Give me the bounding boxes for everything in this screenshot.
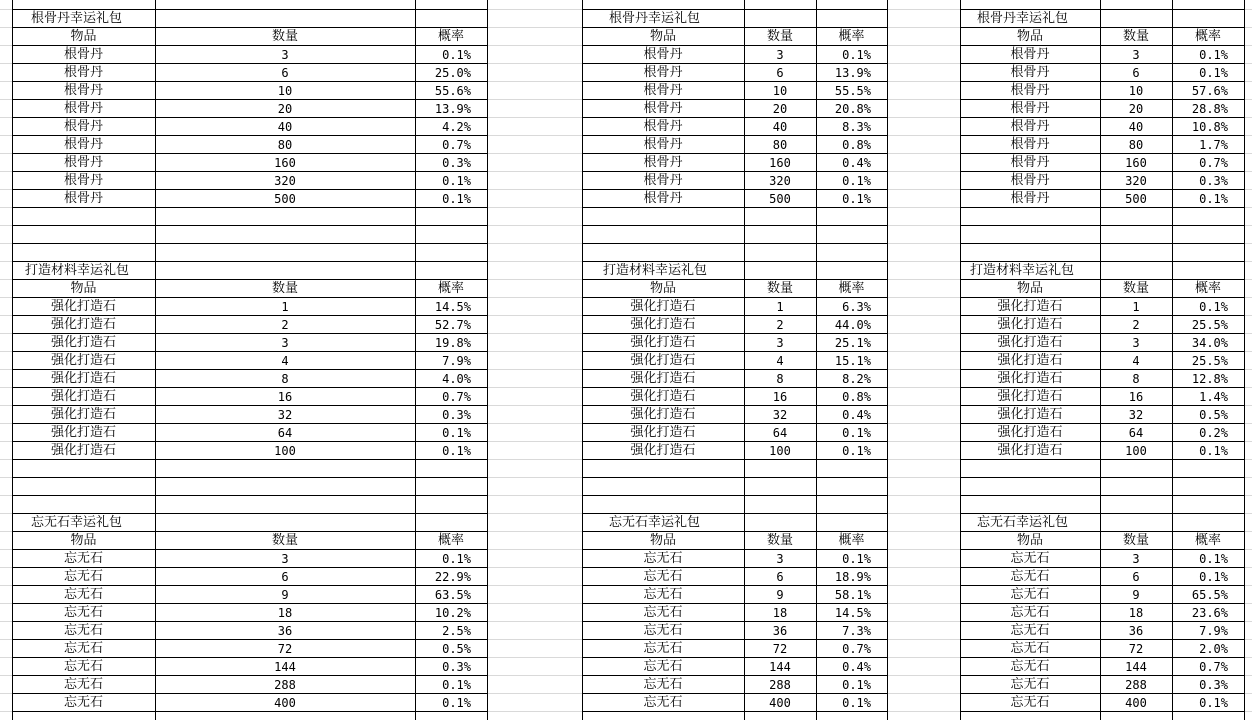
cell-quantity[interactable]: 3: [776, 552, 784, 566]
cell-probability[interactable]: 10.8%: [1191, 120, 1228, 134]
cell-probability[interactable]: 57.6%: [1191, 84, 1228, 98]
cell-quantity[interactable]: 100: [274, 444, 296, 458]
cell-probability[interactable]: 7.9%: [442, 354, 471, 368]
table-row-border: [582, 225, 888, 226]
cell-item-name[interactable]: 强化打造石: [50, 425, 116, 440]
cell-probability[interactable]: 0.1%: [442, 552, 471, 566]
column-header-qty: 数量: [271, 29, 298, 44]
cell-probability[interactable]: 28.8%: [1191, 102, 1228, 116]
cell-item-name[interactable]: 强化打造石: [630, 299, 696, 314]
cell-item-name[interactable]: 忘无石: [643, 551, 683, 566]
cell-probability[interactable]: 7.9%: [1199, 624, 1228, 638]
cell-quantity[interactable]: 288: [1125, 678, 1147, 692]
cell-quantity[interactable]: 144: [769, 660, 791, 674]
cell-item-name[interactable]: 忘无石: [1010, 623, 1050, 638]
cell-quantity[interactable]: 1: [1132, 300, 1140, 314]
column-header-prob: 概率: [437, 29, 464, 44]
cell-quantity[interactable]: 160: [769, 156, 791, 170]
column-header-prob: 概率: [838, 281, 865, 296]
cell-probability[interactable]: 8.3%: [842, 120, 871, 134]
cell-probability[interactable]: 0.1%: [842, 48, 871, 62]
column-header-qty: 数量: [271, 533, 298, 548]
cell-item-name[interactable]: 根骨丹: [63, 155, 103, 170]
cell-probability[interactable]: 4.2%: [442, 120, 471, 134]
column-header-qty: 数量: [1122, 533, 1149, 548]
column-header-prob: 概率: [437, 533, 464, 548]
cell-item-name[interactable]: 根骨丹: [1010, 47, 1050, 62]
cell-item-name[interactable]: 强化打造石: [630, 389, 696, 404]
cell-probability[interactable]: 0.7%: [842, 642, 871, 656]
column-header-qty: 数量: [766, 281, 793, 296]
cell-probability[interactable]: 55.6%: [434, 84, 471, 98]
cell-item-name[interactable]: 强化打造石: [630, 425, 696, 440]
cell-probability[interactable]: 0.4%: [842, 660, 871, 674]
cell-quantity[interactable]: 80: [1128, 138, 1144, 152]
cell-probability[interactable]: 0.4%: [842, 156, 871, 170]
cell-quantity[interactable]: 144: [274, 660, 296, 674]
cell-quantity[interactable]: 6: [281, 570, 289, 584]
cell-item-name[interactable]: 根骨丹: [1010, 173, 1050, 188]
cell-probability[interactable]: 0.1%: [442, 426, 471, 440]
cell-item-name[interactable]: 根骨丹: [1010, 137, 1050, 152]
column-header-prob: 概率: [437, 281, 464, 296]
cell-quantity[interactable]: 16: [772, 390, 788, 404]
cell-probability[interactable]: 0.1%: [842, 174, 871, 188]
table-row-border: [12, 477, 488, 478]
table-row-border: [582, 243, 888, 244]
cell-item-name[interactable]: 强化打造石: [50, 353, 116, 368]
column-header-item: 物品: [1016, 533, 1043, 548]
cell-quantity[interactable]: 18: [277, 606, 293, 620]
cell-item-name[interactable]: 强化打造石: [997, 353, 1063, 368]
cell-item-name[interactable]: 根骨丹: [643, 155, 683, 170]
cell-probability[interactable]: 25.5%: [1191, 354, 1228, 368]
cell-item-name[interactable]: 强化打造石: [997, 371, 1063, 386]
cell-probability[interactable]: 1.7%: [1199, 138, 1228, 152]
cell-item-name[interactable]: 忘无石: [1010, 587, 1050, 602]
cell-probability[interactable]: 63.5%: [434, 588, 471, 602]
cell-quantity[interactable]: 1: [776, 300, 784, 314]
cell-item-name[interactable]: 忘无石: [1010, 569, 1050, 584]
cell-item-name[interactable]: 忘无石: [643, 659, 683, 674]
cell-probability[interactable]: 0.8%: [842, 390, 871, 404]
cell-probability[interactable]: 0.1%: [442, 678, 471, 692]
cell-item-name[interactable]: 强化打造石: [997, 389, 1063, 404]
cell-probability[interactable]: 10.2%: [434, 606, 471, 620]
cell-probability[interactable]: 19.8%: [434, 336, 471, 350]
cell-quantity[interactable]: 3: [1132, 336, 1140, 350]
cell-item-name[interactable]: 强化打造石: [997, 317, 1063, 332]
cell-item-name[interactable]: 强化打造石: [630, 353, 696, 368]
column-header-prob: 概率: [1194, 533, 1221, 548]
cell-item-name[interactable]: 根骨丹: [63, 65, 103, 80]
cell-probability[interactable]: 0.8%: [842, 138, 871, 152]
cell-item-name[interactable]: 忘无石: [1010, 659, 1050, 674]
column-header-qty: 数量: [766, 533, 793, 548]
cell-quantity[interactable]: 2: [1132, 318, 1140, 332]
cell-item-name[interactable]: 忘无石: [1010, 695, 1050, 710]
cell-probability[interactable]: 0.3%: [442, 660, 471, 674]
cell-probability[interactable]: 0.1%: [842, 426, 871, 440]
cell-quantity[interactable]: 6: [281, 66, 289, 80]
cell-quantity[interactable]: 36: [772, 624, 788, 638]
cell-item-name[interactable]: 忘无石: [1010, 641, 1050, 656]
cell-probability[interactable]: 0.1%: [1199, 300, 1228, 314]
cell-quantity[interactable]: 400: [274, 696, 296, 710]
cell-probability[interactable]: 0.1%: [1199, 48, 1228, 62]
cell-probability[interactable]: 0.3%: [1199, 678, 1228, 692]
cell-quantity[interactable]: 20: [277, 102, 293, 116]
cell-item-name[interactable]: 根骨丹: [63, 47, 103, 62]
cell-item-name[interactable]: 强化打造石: [630, 407, 696, 422]
table-row-border: [960, 495, 1245, 496]
cell-quantity[interactable]: 8: [776, 372, 784, 386]
cell-item-name[interactable]: 忘无石: [1010, 551, 1050, 566]
cell-item-name[interactable]: 根骨丹: [63, 191, 103, 206]
cell-probability[interactable]: 34.0%: [1191, 336, 1228, 350]
cell-probability[interactable]: 7.3%: [842, 624, 871, 638]
cell-quantity[interactable]: 3: [1132, 552, 1140, 566]
cell-item-name[interactable]: 根骨丹: [643, 119, 683, 134]
cell-probability[interactable]: 13.9%: [834, 66, 871, 80]
cell-quantity[interactable]: 80: [277, 138, 293, 152]
cell-quantity[interactable]: 9: [1132, 588, 1140, 602]
table-row-border: [960, 243, 1245, 244]
cell-quantity[interactable]: 6: [776, 66, 784, 80]
cell-item-name[interactable]: 根骨丹: [1010, 119, 1050, 134]
cell-quantity[interactable]: 36: [277, 624, 293, 638]
cell-item-name[interactable]: 根骨丹: [643, 47, 683, 62]
cell-quantity[interactable]: 4: [1132, 354, 1140, 368]
column-header-prob: 概率: [1194, 29, 1221, 44]
table-title: 打造材料幸运礼包: [970, 263, 1075, 278]
cell-probability[interactable]: 0.1%: [442, 192, 471, 206]
cell-probability[interactable]: 0.1%: [842, 678, 871, 692]
cell-probability[interactable]: 4.0%: [442, 372, 471, 386]
cell-probability[interactable]: 13.9%: [434, 102, 471, 116]
cell-item-name[interactable]: 强化打造石: [997, 335, 1063, 350]
table-title: 忘无石幸运礼包: [609, 515, 701, 530]
cell-probability[interactable]: 25.5%: [1191, 318, 1228, 332]
cell-quantity[interactable]: 100: [769, 444, 791, 458]
cell-probability[interactable]: 22.9%: [434, 570, 471, 584]
cell-probability[interactable]: 0.1%: [442, 174, 471, 188]
cell-quantity[interactable]: 72: [772, 642, 788, 656]
cell-item-name[interactable]: 根骨丹: [643, 191, 683, 206]
cell-item-name[interactable]: 根骨丹: [643, 83, 683, 98]
cell-item-name[interactable]: 忘无石: [63, 587, 103, 602]
cell-probability[interactable]: 0.1%: [442, 444, 471, 458]
cell-item-name[interactable]: 根骨丹: [643, 101, 683, 116]
table-title: 忘无石幸运礼包: [31, 515, 123, 530]
cell-item-name[interactable]: 强化打造石: [997, 299, 1063, 314]
cell-item-name[interactable]: 根骨丹: [1010, 65, 1050, 80]
cell-quantity[interactable]: 100: [1125, 444, 1147, 458]
cell-quantity[interactable]: 72: [1128, 642, 1144, 656]
cell-item-name[interactable]: 忘无石: [1010, 677, 1050, 692]
cell-item-name[interactable]: 根骨丹: [1010, 155, 1050, 170]
cell-quantity[interactable]: 3: [281, 552, 289, 566]
cell-item-name[interactable]: 根骨丹: [643, 173, 683, 188]
cell-probability[interactable]: 65.5%: [1191, 588, 1228, 602]
cell-item-name[interactable]: 强化打造石: [50, 407, 116, 422]
cell-probability[interactable]: 0.1%: [842, 552, 871, 566]
column-header-qty: 数量: [271, 281, 298, 296]
cell-item-name[interactable]: 根骨丹: [63, 101, 103, 116]
cell-quantity[interactable]: 18: [1128, 606, 1144, 620]
table-title: 打造材料幸运礼包: [25, 263, 130, 278]
cell-item-name[interactable]: 忘无石: [63, 551, 103, 566]
cell-quantity[interactable]: 160: [1125, 156, 1147, 170]
cell-quantity[interactable]: 160: [274, 156, 296, 170]
cell-item-name[interactable]: 忘无石: [643, 587, 683, 602]
table-title: 根骨丹幸运礼包: [977, 11, 1069, 26]
cell-quantity[interactable]: 64: [1128, 426, 1144, 440]
cell-probability[interactable]: 0.1%: [842, 696, 871, 710]
cell-item-name[interactable]: 忘无石: [63, 623, 103, 638]
cell-quantity[interactable]: 3: [281, 48, 289, 62]
cell-item-name[interactable]: 根骨丹: [643, 65, 683, 80]
cell-item-name[interactable]: 强化打造石: [50, 335, 116, 350]
column-header-item: 物品: [649, 29, 676, 44]
cell-probability[interactable]: 0.1%: [1199, 192, 1228, 206]
cell-quantity[interactable]: 500: [769, 192, 791, 206]
cell-quantity[interactable]: 500: [274, 192, 296, 206]
cell-quantity[interactable]: 2: [281, 318, 289, 332]
column-header-prob: 概率: [1194, 281, 1221, 296]
column-header-qty: 数量: [1122, 29, 1149, 44]
cell-quantity[interactable]: 40: [1128, 120, 1144, 134]
cell-probability[interactable]: 14.5%: [834, 606, 871, 620]
cell-quantity[interactable]: 10: [277, 84, 293, 98]
cell-quantity[interactable]: 320: [1125, 174, 1147, 188]
table-row-border: [582, 477, 888, 478]
cell-quantity[interactable]: 3: [776, 48, 784, 62]
cell-probability[interactable]: 0.7%: [1199, 156, 1228, 170]
cell-item-name[interactable]: 忘无石: [1010, 605, 1050, 620]
cell-quantity[interactable]: 400: [1125, 696, 1147, 710]
cell-item-name[interactable]: 强化打造石: [50, 299, 116, 314]
cell-probability[interactable]: 0.7%: [1199, 660, 1228, 674]
cell-quantity[interactable]: 20: [772, 102, 788, 116]
cell-probability[interactable]: 6.3%: [842, 300, 871, 314]
table-col-border: [1244, 0, 1245, 720]
cell-quantity[interactable]: 9: [776, 588, 784, 602]
cell-quantity[interactable]: 32: [1128, 408, 1144, 422]
cell-quantity[interactable]: 20: [1128, 102, 1144, 116]
cell-probability[interactable]: 0.3%: [442, 156, 471, 170]
cell-quantity[interactable]: 16: [1128, 390, 1144, 404]
table-title: 根骨丹幸运礼包: [609, 11, 701, 26]
cell-probability[interactable]: 0.4%: [842, 408, 871, 422]
cell-item-name[interactable]: 忘无石: [63, 641, 103, 656]
cell-item-name[interactable]: 忘无石: [643, 677, 683, 692]
cell-probability[interactable]: 0.1%: [842, 192, 871, 206]
cell-quantity[interactable]: 64: [772, 426, 788, 440]
cell-quantity[interactable]: 72: [277, 642, 293, 656]
cell-probability[interactable]: 0.1%: [1199, 696, 1228, 710]
cell-quantity[interactable]: 8: [281, 372, 289, 386]
cell-item-name[interactable]: 强化打造石: [997, 425, 1063, 440]
cell-quantity[interactable]: 4: [281, 354, 289, 368]
column-header-prob: 概率: [838, 29, 865, 44]
table-title: 忘无石幸运礼包: [977, 515, 1069, 530]
cell-probability[interactable]: 55.5%: [834, 84, 871, 98]
cell-item-name[interactable]: 忘无石: [643, 641, 683, 656]
cell-quantity[interactable]: 64: [277, 426, 293, 440]
cell-probability[interactable]: 12.8%: [1191, 372, 1228, 386]
cell-item-name[interactable]: 忘无石: [63, 695, 103, 710]
cell-probability[interactable]: 8.2%: [842, 372, 871, 386]
cell-probability[interactable]: 0.5%: [442, 642, 471, 656]
column-header-item: 物品: [1016, 29, 1043, 44]
cell-probability[interactable]: 0.7%: [442, 390, 471, 404]
cell-item-name[interactable]: 强化打造石: [50, 443, 116, 458]
cell-quantity[interactable]: 1: [281, 300, 289, 314]
cell-item-name[interactable]: 强化打造石: [630, 317, 696, 332]
cell-probability[interactable]: 0.5%: [1199, 408, 1228, 422]
table-col-border: [487, 0, 488, 720]
cell-probability[interactable]: 58.1%: [834, 588, 871, 602]
cell-item-name[interactable]: 忘无石: [643, 695, 683, 710]
cell-quantity[interactable]: 32: [772, 408, 788, 422]
cell-probability[interactable]: 0.2%: [1199, 426, 1228, 440]
cell-item-name[interactable]: 强化打造石: [630, 443, 696, 458]
cell-probability[interactable]: 14.5%: [434, 300, 471, 314]
cell-probability[interactable]: 0.7%: [442, 138, 471, 152]
cell-probability[interactable]: 20.8%: [834, 102, 871, 116]
cell-probability[interactable]: 15.1%: [834, 354, 871, 368]
cell-probability[interactable]: 2.0%: [1199, 642, 1228, 656]
cell-probability[interactable]: 0.1%: [842, 444, 871, 458]
cell-quantity[interactable]: 4: [776, 354, 784, 368]
cell-quantity[interactable]: 40: [277, 120, 293, 134]
cell-item-name[interactable]: 根骨丹: [63, 119, 103, 134]
cell-quantity[interactable]: 80: [772, 138, 788, 152]
cell-quantity[interactable]: 9: [281, 588, 289, 602]
cell-item-name[interactable]: 强化打造石: [50, 317, 116, 332]
cell-quantity[interactable]: 16: [277, 390, 293, 404]
cell-probability[interactable]: 18.9%: [834, 570, 871, 584]
cell-item-name[interactable]: 忘无石: [643, 623, 683, 638]
cell-quantity[interactable]: 32: [277, 408, 293, 422]
cell-probability[interactable]: 25.1%: [834, 336, 871, 350]
cell-quantity[interactable]: 6: [776, 570, 784, 584]
cell-item-name[interactable]: 忘无石: [643, 569, 683, 584]
cell-quantity[interactable]: 320: [769, 174, 791, 188]
cell-probability[interactable]: 0.1%: [1199, 552, 1228, 566]
cell-quantity[interactable]: 288: [274, 678, 296, 692]
cell-probability[interactable]: 25.0%: [434, 66, 471, 80]
cell-item-name[interactable]: 根骨丹: [1010, 191, 1050, 206]
cell-item-name[interactable]: 忘无石: [63, 677, 103, 692]
cell-probability[interactable]: 52.7%: [434, 318, 471, 332]
cell-quantity[interactable]: 8: [1132, 372, 1140, 386]
cell-probability[interactable]: 0.3%: [1199, 174, 1228, 188]
cell-item-name[interactable]: 根骨丹: [643, 137, 683, 152]
cell-quantity[interactable]: 6: [1132, 66, 1140, 80]
column-header-item: 物品: [70, 533, 97, 548]
cell-probability[interactable]: 23.6%: [1191, 606, 1228, 620]
cell-quantity[interactable]: 400: [769, 696, 791, 710]
table-row-border: [582, 495, 888, 496]
cell-item-name[interactable]: 强化打造石: [997, 443, 1063, 458]
cell-quantity[interactable]: 2: [776, 318, 784, 332]
column-header-item: 物品: [70, 29, 97, 44]
cell-quantity[interactable]: 3: [776, 336, 784, 350]
cell-probability[interactable]: 0.1%: [1199, 570, 1228, 584]
cell-probability[interactable]: 1.4%: [1199, 390, 1228, 404]
table-title: 根骨丹幸运礼包: [31, 11, 123, 26]
table-col-border: [887, 0, 888, 720]
cell-item-name[interactable]: 忘无石: [63, 605, 103, 620]
cell-item-name[interactable]: 强化打造石: [630, 371, 696, 386]
cell-item-name[interactable]: 根骨丹: [63, 137, 103, 152]
column-header-prob: 概率: [838, 533, 865, 548]
cell-item-name[interactable]: 强化打造石: [50, 389, 116, 404]
column-header-item: 物品: [649, 533, 676, 548]
table-row-border: [960, 477, 1245, 478]
cell-probability[interactable]: 0.1%: [1199, 444, 1228, 458]
cell-item-name[interactable]: 忘无石: [63, 659, 103, 674]
table-row-border: [12, 243, 488, 244]
cell-quantity[interactable]: 144: [1125, 660, 1147, 674]
table-title: 打造材料幸运礼包: [603, 263, 708, 278]
cell-probability[interactable]: 0.1%: [442, 696, 471, 710]
table-row-border: [960, 225, 1245, 226]
column-header-item: 物品: [649, 281, 676, 296]
table-row-border: [12, 495, 488, 496]
column-header-qty: 数量: [1122, 281, 1149, 296]
cell-probability[interactable]: 44.0%: [834, 318, 871, 332]
cell-probability[interactable]: 0.1%: [1199, 66, 1228, 80]
cell-quantity[interactable]: 500: [1125, 192, 1147, 206]
cell-quantity[interactable]: 3: [1132, 48, 1140, 62]
cell-item-name[interactable]: 忘无石: [63, 569, 103, 584]
column-header-qty: 数量: [766, 29, 793, 44]
cell-item-name[interactable]: 根骨丹: [63, 173, 103, 188]
cell-quantity[interactable]: 36: [1128, 624, 1144, 638]
cell-quantity[interactable]: 288: [769, 678, 791, 692]
cell-probability[interactable]: 0.1%: [442, 48, 471, 62]
cell-item-name[interactable]: 忘无石: [643, 605, 683, 620]
cell-item-name[interactable]: 根骨丹: [1010, 101, 1050, 116]
table-row-border: [12, 225, 488, 226]
cell-item-name[interactable]: 强化打造石: [50, 371, 116, 386]
cell-quantity[interactable]: 10: [1128, 84, 1144, 98]
column-header-item: 物品: [1016, 281, 1043, 296]
cell-item-name[interactable]: 强化打造石: [997, 407, 1063, 422]
cell-item-name[interactable]: 根骨丹: [63, 83, 103, 98]
cell-quantity[interactable]: 40: [772, 120, 788, 134]
cell-quantity[interactable]: 3: [281, 336, 289, 350]
cell-quantity[interactable]: 6: [1132, 570, 1140, 584]
cell-item-name[interactable]: 根骨丹: [1010, 83, 1050, 98]
cell-quantity[interactable]: 320: [274, 174, 296, 188]
cell-probability[interactable]: 0.3%: [442, 408, 471, 422]
column-header-item: 物品: [70, 281, 97, 296]
cell-item-name[interactable]: 强化打造石: [630, 335, 696, 350]
cell-probability[interactable]: 2.5%: [442, 624, 471, 638]
cell-quantity[interactable]: 18: [772, 606, 788, 620]
cell-quantity[interactable]: 10: [772, 84, 788, 98]
